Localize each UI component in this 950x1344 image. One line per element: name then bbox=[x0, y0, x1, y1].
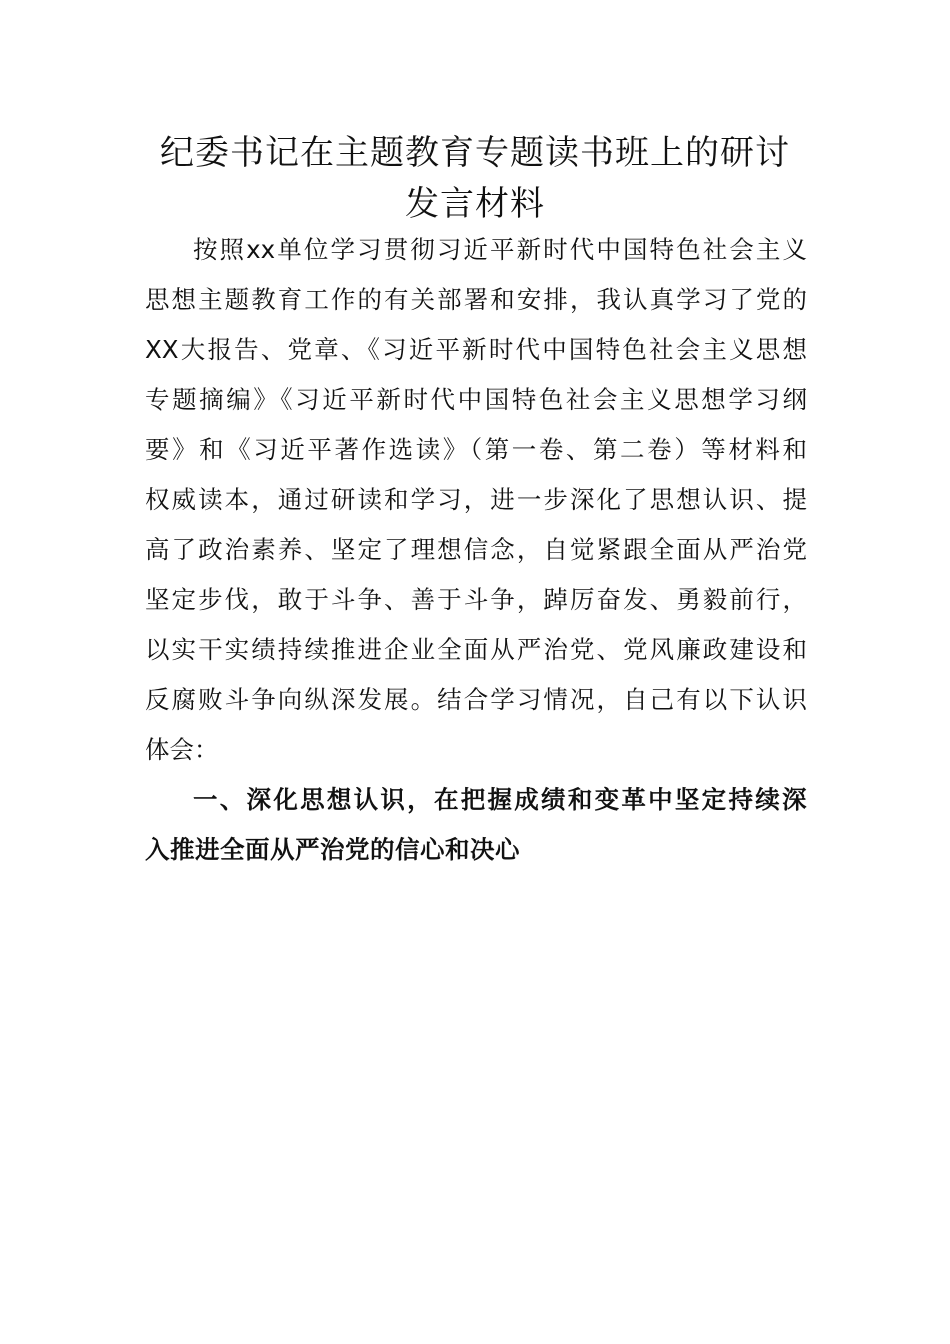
paragraph-line: 要》和《习近平著作选读》（第一卷、第二卷）等材料和 bbox=[145, 435, 807, 464]
document-title-line-1: 纪委书记在主题教育专题读书班上的研讨 bbox=[160, 133, 790, 173]
paragraph-line: XX大报告、党章、《习近平新时代中国特色社会主义思想 bbox=[145, 335, 807, 364]
paragraph-line: 思想主题教育工作的有关部署和安排，我认真学习了党的 bbox=[145, 285, 807, 314]
document-title-line-2: 发言材料 bbox=[405, 184, 545, 224]
section-heading-line-2: 入推进全面从严治党的信心和决心 bbox=[145, 835, 520, 864]
paragraph-line: 以实干实绩持续推进企业全面从严治党、党风廉政建设和 bbox=[145, 635, 807, 664]
paragraph-line: 反腐败斗争向纵深发展。结合学习情况，自己有以下认识 bbox=[145, 685, 807, 714]
paragraph-line: 体会： bbox=[145, 735, 219, 764]
section-heading-line-1: 一、深化思想认识，在把握成绩和变革中坚定持续深 bbox=[193, 785, 807, 814]
paragraph-line: 权威读本，通过研读和学习，进一步深化了思想认识、提 bbox=[145, 485, 807, 514]
paragraph-line: 高了政治素养、坚定了理想信念，自觉紧跟全面从严治党 bbox=[145, 535, 807, 564]
paragraph-line: 专题摘编》《习近平新时代中国特色社会主义思想学习纲 bbox=[145, 385, 807, 414]
paragraph-line: 坚定步伐，敢于斗争、善于斗争，踔厉奋发、勇毅前行， bbox=[145, 585, 807, 614]
paragraph-line: 按照xx单位学习贯彻习近平新时代中国特色社会主义 bbox=[193, 235, 807, 264]
